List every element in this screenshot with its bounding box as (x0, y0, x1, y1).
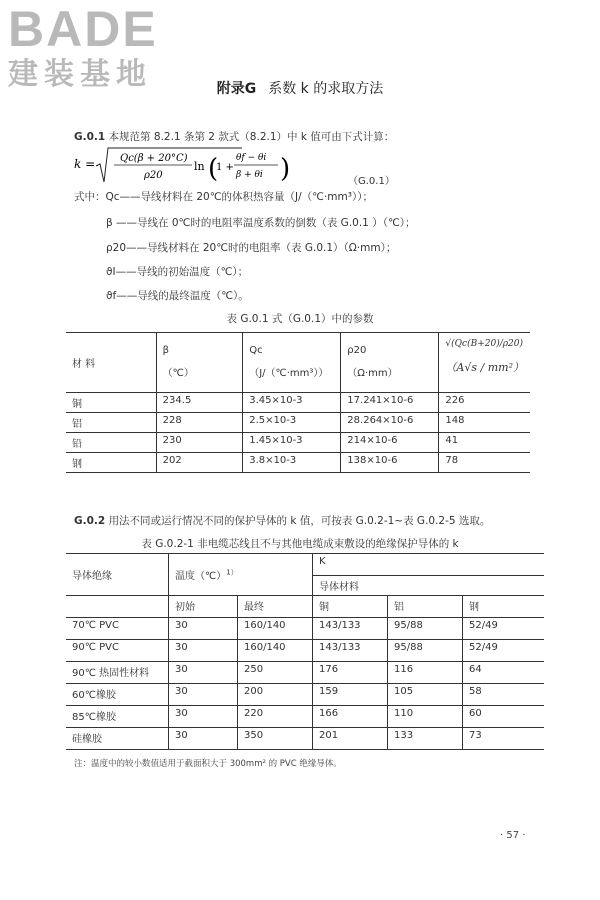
header-sqrt-expr: √(Qc(B+20)/ρ20) (445, 339, 524, 349)
table2-header-row (66, 554, 544, 576)
cell: 3.45×10-3 (243, 393, 341, 413)
cell: 60 (463, 706, 545, 728)
cell: 硅橡胶 (66, 728, 169, 750)
header-temperature-sup: 1） (226, 568, 238, 577)
cell: 159 (313, 684, 388, 706)
cell: 105 (388, 684, 463, 706)
formula-k: k = (74, 157, 96, 171)
cell: 78 (439, 453, 530, 473)
table2-caption: 表 G.0.2-1 非电缆芯线且不与其他电缆成束敷设的绝缘保护导体的 k (141, 538, 459, 550)
header-initial: 初始 (169, 596, 238, 618)
definition-theta-f: ϑf——导线的最终温度（℃）。 (106, 290, 249, 302)
cell: 85℃橡胶 (66, 706, 169, 728)
cell: 30 (169, 618, 238, 640)
section-g01-intro (74, 129, 394, 144)
cell: 60℃橡胶 (66, 684, 169, 706)
cell: 250 (238, 662, 313, 684)
formula-denominator: ρ20 (144, 170, 163, 181)
formula-number: （G.0.1） (348, 176, 395, 187)
section-text: 用法不同或运行情况不同的保护导体的 k 值，可按表 G.0.2-1~表 G.0.2-5 选取。 (108, 515, 491, 527)
header-aluminum: 铝 (388, 596, 463, 618)
cell: 52/49 (463, 640, 545, 662)
cell: 234.5 (156, 393, 243, 413)
header-copper: 铜 (313, 596, 388, 618)
cell: 116 (388, 662, 463, 684)
formula-ln: ln (194, 160, 205, 173)
cell: 148 (439, 413, 530, 433)
cell: 3.8×10-3 (243, 453, 341, 473)
cell: 226 (439, 393, 530, 413)
table1-header-cell (156, 333, 243, 393)
cell: 200 (238, 684, 313, 706)
cell: 52/49 (463, 618, 545, 640)
table-row (66, 728, 544, 750)
table-row (66, 453, 530, 473)
section-text: 本规范第 8.2.1 条第 2 款式（8.2.1）中 k 值可由下式计算： (108, 131, 395, 143)
table-row (66, 618, 544, 640)
formula-one: 1 + (216, 162, 234, 173)
cell: 143/133 (313, 618, 388, 640)
cell: 2.5×10-3 (243, 413, 341, 433)
cell: 70℃ PVC (66, 618, 169, 640)
appendix-title (0, 78, 600, 98)
definition-qc: Qc——导线材料在 20℃的体积热容量（J/（℃·mm³））； (105, 191, 373, 203)
where-label-line (74, 189, 373, 204)
header-sqrt-unit: （A√s / mm²） (445, 361, 524, 374)
header-rho20-unit: （Ω·mm） (347, 368, 398, 379)
brand-logo: BADE (8, 1, 158, 57)
table1 (66, 332, 530, 473)
cell: 143/133 (313, 640, 388, 662)
cell: 202 (156, 453, 243, 473)
cell: 17.241×10-6 (341, 393, 439, 413)
cell: 228 (156, 413, 243, 433)
cell: 铝 (66, 413, 156, 433)
header-rho20: ρ20 (347, 345, 367, 356)
section-number: G.0.1 (74, 131, 106, 143)
cell: 58 (463, 684, 545, 706)
cell: 214×10-6 (341, 433, 439, 453)
cell: 220 (238, 706, 313, 728)
cell: 64 (463, 662, 545, 684)
header-k: K (313, 554, 545, 576)
cell: 230 (156, 433, 243, 453)
header-insulation: 导体绝缘 (66, 554, 169, 596)
page-number: · 57 · (500, 830, 526, 841)
table-row (66, 393, 530, 413)
table2-note: 注：温度中的较小数值适用于截面积大于 300mm² 的 PVC 绝缘导体。 (74, 759, 342, 769)
table1-header-cell (243, 333, 341, 393)
cell: 90℃ 热固性材料 (66, 662, 169, 684)
cell: 1.45×10-3 (243, 433, 341, 453)
appendix-title-text: 系数 k 的求取方法 (268, 81, 384, 97)
section-number: G.0.2 (74, 515, 106, 527)
cell: 90℃ PVC (66, 640, 169, 662)
formula-graphic (74, 146, 291, 186)
table-row (66, 640, 544, 662)
table-row (66, 413, 530, 433)
cell: 95/88 (388, 640, 463, 662)
cell: 钢 (66, 453, 156, 473)
cell: 30 (169, 640, 238, 662)
cell: 133 (388, 728, 463, 750)
formula-inner-num: θf − θi (236, 153, 267, 163)
header-temperature (169, 554, 313, 596)
table-row (66, 433, 530, 453)
cell: 160/140 (238, 640, 313, 662)
section-g02 (74, 513, 490, 528)
cell: 176 (313, 662, 388, 684)
header-qc: Qc (249, 345, 263, 356)
cell: 28.264×10-6 (341, 413, 439, 433)
cell: 30 (169, 684, 238, 706)
cell: 160/140 (238, 618, 313, 640)
cell: 95/88 (388, 618, 463, 640)
definition-rho20: ρ20——导线材料在 20℃时的电阻率（表 G.0.1）（Ω·mm）； (106, 242, 397, 254)
cell: 166 (313, 706, 388, 728)
header-temperature-text: 温度（℃） (175, 571, 227, 582)
cell: 138×10-6 (341, 453, 439, 473)
appendix-code: 附录G (216, 81, 257, 97)
table1-header-cell (341, 333, 439, 393)
header-steel: 钢 (463, 596, 545, 618)
cell: 350 (238, 728, 313, 750)
header-material: 导体材料 (313, 576, 545, 596)
cell: 73 (463, 728, 545, 750)
table-row (66, 706, 544, 728)
where-label: 式中： (74, 191, 106, 203)
header-final: 最终 (238, 596, 313, 618)
formula-paren-open: ( (208, 154, 219, 184)
definition-theta-i: ϑI——导线的初始温度（℃）； (106, 266, 249, 278)
header-material: 材 料 (72, 359, 96, 370)
cell: 30 (169, 728, 238, 750)
cell: 铅 (66, 433, 156, 453)
table-row (66, 684, 544, 706)
cell (66, 596, 169, 618)
header-beta: β (162, 345, 170, 356)
definition-beta: β ——导线在 0℃时的电阻率温度系数的倒数（表 G.0.1 ）（℃）； (106, 217, 416, 229)
cell: 30 (169, 662, 238, 684)
cell: 铜 (66, 393, 156, 413)
cell: 201 (313, 728, 388, 750)
formula-inner-den: β + θi (236, 170, 263, 180)
table-row (66, 662, 544, 684)
table1-header-cell (66, 333, 156, 393)
formula-numerator: Qc(β + 20°C) (120, 153, 188, 164)
table1-header-cell (439, 333, 530, 393)
cell: 41 (439, 433, 530, 453)
brand-logo-cn: 建装基地 (8, 57, 152, 92)
cell: 30 (169, 706, 238, 728)
table2-header-row (66, 596, 544, 618)
table1-caption: 表 G.0.1 式（G.0.1）中的参数 (226, 313, 374, 325)
formula-paren-close: ) (280, 154, 291, 184)
header-qc-unit: （J/（℃·mm³）） (249, 368, 329, 379)
table1-header-row (66, 333, 530, 393)
table2 (66, 553, 544, 750)
header-beta-unit: （℃） (162, 368, 194, 379)
cell: 110 (388, 706, 463, 728)
